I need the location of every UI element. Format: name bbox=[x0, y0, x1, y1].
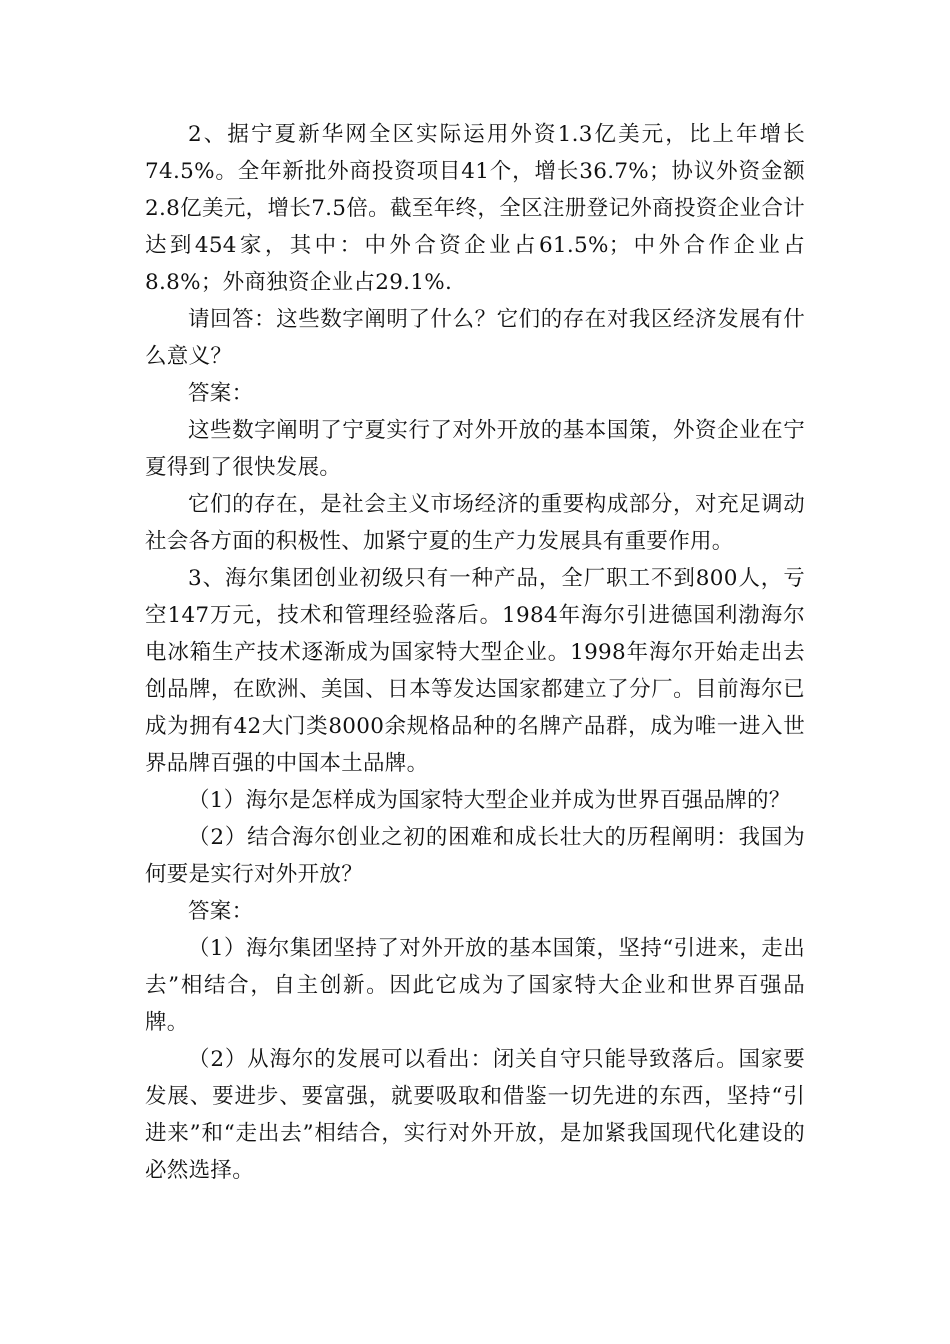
paragraph-question-3: 3、海尔集团创业初级只有一种产品，全厂职工不到800人，亏空147万元，技术和管理经验落后。1984年海尔引进德国利渤海尔电冰箱生产技术逐渐成为国家特大型企业。1998年海尔开始走出去创品牌，在欧洲、美国、日本等发达国家都建立了分厂。目前海尔已成为拥有42大门类8000余规格品种的名牌产品群，成为唯一进入世界品牌百强的中国本土品牌。 bbox=[145, 566, 805, 776]
paragraph-answer-3-1: （1）海尔集团坚持了对外开放的基本国策，坚持“引进来，走出去”相结合，自主创新。因此它成为了国家特大企业和世界百强品牌。 bbox=[145, 936, 805, 1035]
paragraph-question-2: 2、据宁夏新华网全区实际运用外资1.3亿美元，比上年增长74.5%。全年新批外商投资项目41个，增长36.7%；协议外资金额2.8亿美元，增长7.5倍。截至年终，全区注册登记外商投资企业合计达到454家，其中：中外合资企业占61.5%；中外合作企业占8.8%；外商独资企业占29.1%. bbox=[145, 122, 805, 295]
paragraph-prompt-2: 请回答：这些数字阐明了什么？它们的存在对我区经济发展有什么意义？ bbox=[145, 307, 805, 369]
paragraph-subquestion-3-2: （2）结合海尔创业之初的困难和成长壮大的历程阐明：我国为何要是实行对外开放？ bbox=[145, 825, 805, 887]
paragraph-answer-heading-2: 答案： bbox=[188, 381, 254, 406]
paragraph-answer-2a: 这些数字阐明了宁夏实行了对外开放的基本国策，外资企业在宁夏得到了很快发展。 bbox=[145, 418, 805, 480]
paragraph-answer-3-2: （2）从海尔的发展可以看出：闭关自守只能导致落后。国家要发展、要进步、要富强，就要吸取和借鉴一切先进的东西，坚持“引进来”和“走出去”相结合，实行对外开放，是加紧我国现代化建设的必然选择。 bbox=[145, 1047, 805, 1183]
paragraph-answer-heading-3: 答案： bbox=[188, 899, 254, 924]
document-body bbox=[145, 116, 805, 1189]
paragraph-subquestion-3-1: （1）海尔是怎样成为国家特大型企业并成为世界百强品牌的？ bbox=[188, 788, 791, 813]
paragraph-answer-2b: 它们的存在，是社会主义市场经济的重要构成部分，对充足调动社会各方面的积极性、加紧宁夏的生产力发展具有重要作用。 bbox=[145, 492, 805, 554]
